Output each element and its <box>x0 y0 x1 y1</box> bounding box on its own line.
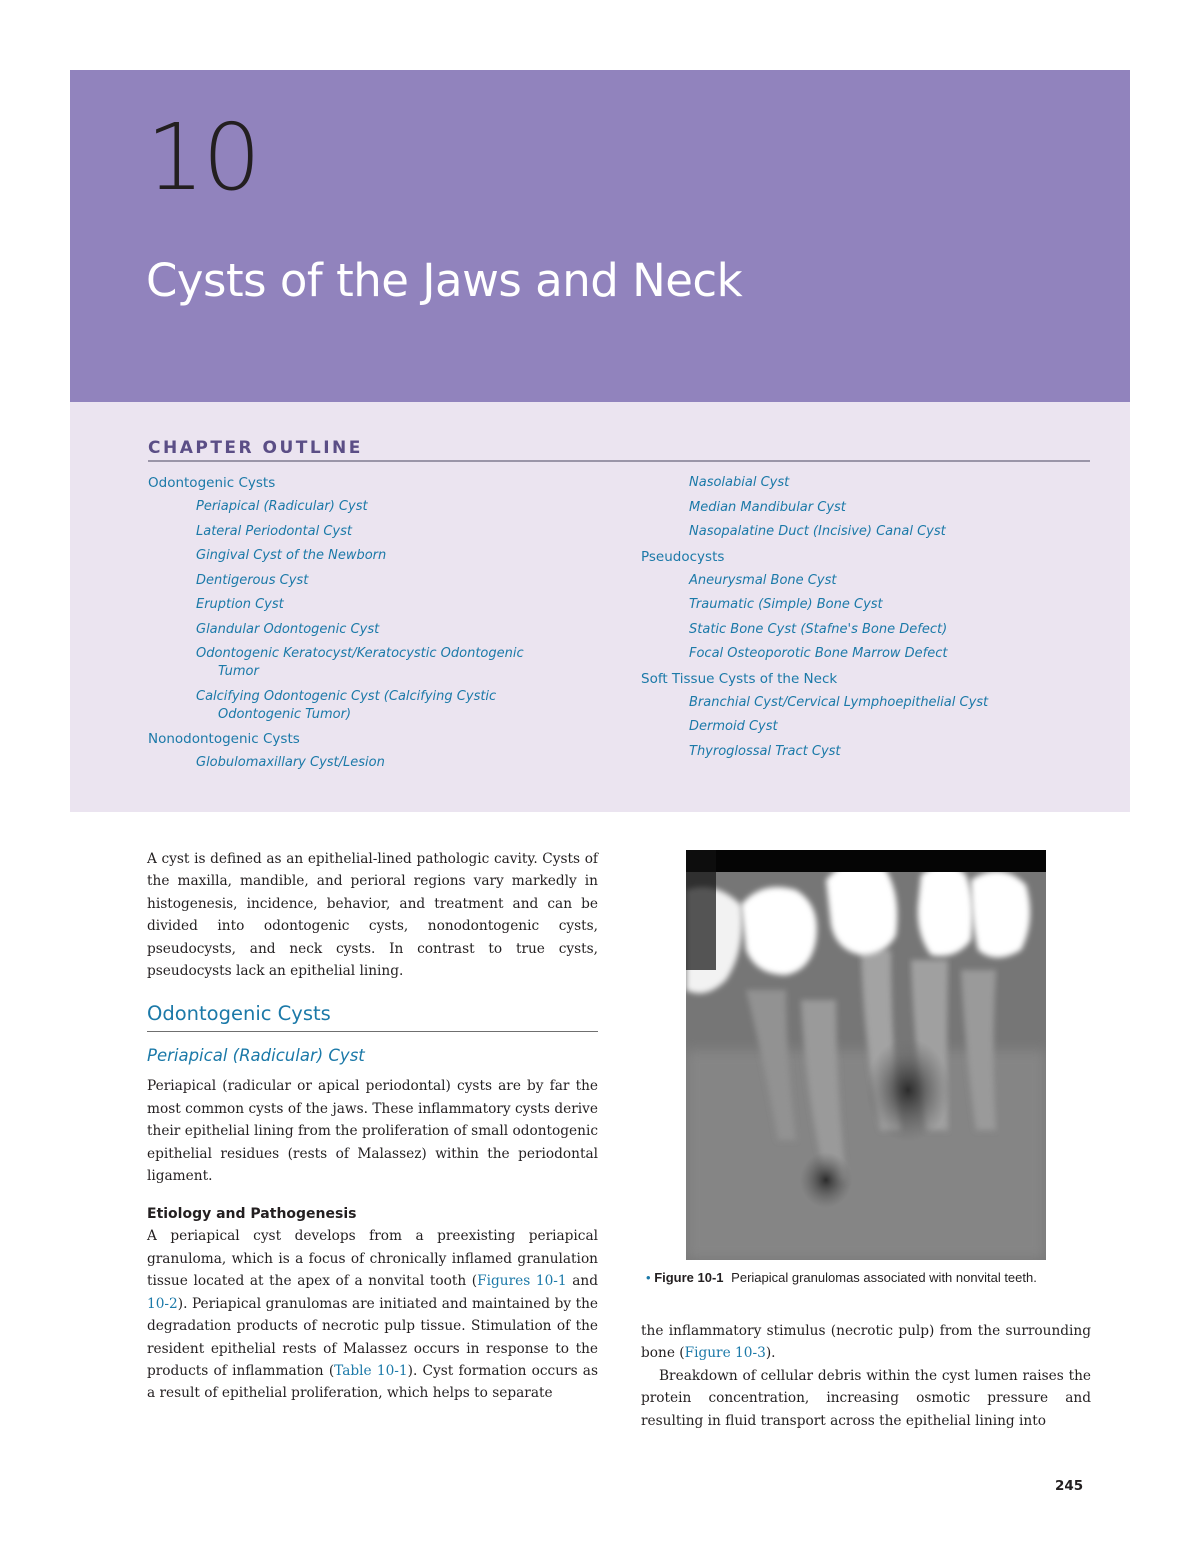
etiology-paragraph <box>147 1225 598 1404</box>
etiology-text-1: A periapical cyst develops from a preexisting periapical granuloma, which is a focus of chronically inflamed granulation tissue located at the apex of a nonvital tooth ( <box>147 1228 598 1290</box>
outline-entry-text: Static Bone Cyst (Stafne's Bone Defect) <box>689 621 948 637</box>
outline-entry-text: Eruption Cyst <box>196 597 284 612</box>
outline-entry-text: Odontogenic Cysts <box>148 475 276 491</box>
outline-item-link[interactable] <box>148 523 568 541</box>
outline-heading: CHAPTER OUTLINE <box>148 438 363 458</box>
table-ref-link[interactable]: Table 10-1 <box>334 1362 408 1379</box>
outline-entry-text: Nasolabial Cyst <box>689 475 790 490</box>
right-paragraph-2: Breakdown of cellular debris within the cyst lumen raises the protein concentration, increasing osmotic pressure and resulting in fluid transport across the epithelial lining into <box>641 1367 1091 1429</box>
outline-entry-text: Nonodontogenic Cysts <box>148 731 300 747</box>
outline-entry-text: Median Mandibular Cyst <box>689 499 846 515</box>
intro-paragraph: A cyst is defined as an epithelial-lined pathologic cavity. Cysts of the maxilla, mandible, and perioral regions vary markedly in histogenesis, incidence, behavior, and treatment and can be divided into odontogenic cysts, nonodontogenic cysts, pseudocysts, and neck cysts. In contrast to true cysts, pseudocysts lack an epithelial lining. <box>147 851 598 980</box>
outline-divider <box>148 460 1090 462</box>
figure-ref-link[interactable]: 10-2 <box>147 1295 178 1312</box>
outline-item-link[interactable] <box>148 754 568 772</box>
outline-entry-text: Dentigerous Cyst <box>196 572 309 588</box>
outline-item-link[interactable] <box>148 688 568 724</box>
outline-left-column <box>148 474 568 779</box>
page-number: 245 <box>1055 1478 1084 1494</box>
outline-item-link[interactable] <box>641 572 1081 590</box>
body-right-column <box>641 1320 1091 1432</box>
outline-entry-text: Gingival Cyst of the Newborn <box>196 548 387 563</box>
right-text-1b: ). <box>765 1345 776 1362</box>
outline-entry-text: Dermoid Cyst <box>689 719 778 734</box>
etiology-and: and <box>566 1273 598 1290</box>
outline-item-link[interactable] <box>148 547 568 565</box>
figure-caption <box>646 1270 1096 1285</box>
caption-text: Periapical granulomas associated with nonvital teeth. <box>731 1270 1037 1285</box>
outline-entry-text: Thyroglossal Tract Cyst <box>689 743 841 759</box>
outline-entry-continuation: Tumor <box>218 664 259 679</box>
chapter-number: 10 <box>146 104 260 211</box>
outline-section-link[interactable] <box>148 474 568 492</box>
chapter-title: Cysts of the Jaws and Neck <box>146 254 743 307</box>
outline-item-link[interactable] <box>641 718 1081 736</box>
outline-entry-text: Traumatic (Simple) Bone Cyst <box>689 597 883 612</box>
subsection-paragraph: Periapical (radicular or apical periodontal) cysts are by far the most common cysts of the jaws. These inflammatory cysts derive their epithelial lining from the proliferation of small odontogenic epithelial residues (rests of Malassez) within the periodontal ligament. <box>147 1078 598 1185</box>
chapter-header-band <box>70 70 1130 402</box>
caption-bullet: • <box>646 1270 651 1285</box>
outline-entry-text: Globulomaxillary Cyst/Lesion <box>196 755 385 770</box>
outline-item-link[interactable] <box>641 645 1081 663</box>
outline-entry-text: Glandular Odontogenic Cyst <box>196 621 380 637</box>
figure-ref-link[interactable]: Figures 10-1 <box>477 1273 567 1290</box>
outline-item-link[interactable] <box>641 499 1081 517</box>
body-left-column <box>147 848 598 1405</box>
outline-entry-text: Periapical (Radicular) Cyst <box>196 499 368 514</box>
outline-entry-text: Pseudocysts <box>641 548 725 565</box>
chapter-outline-box <box>70 402 1130 812</box>
right-paragraph-1 <box>641 1320 1091 1365</box>
section-heading: Odontogenic Cysts <box>147 1002 598 1032</box>
outline-item-link[interactable] <box>641 596 1081 614</box>
outline-entry-text: Focal Osteoporotic Bone Marrow Defect <box>689 646 948 661</box>
outline-section-link[interactable] <box>641 670 1081 688</box>
outline-entry-text: Soft Tissue Cysts of the Neck <box>641 670 838 687</box>
outline-entry-text: Lateral Periodontal Cyst <box>196 523 352 539</box>
subsection-heading: Periapical (Radicular) Cyst <box>147 1046 365 1066</box>
radiograph-figure <box>686 850 1046 1260</box>
outline-item-link[interactable] <box>641 474 1081 492</box>
right-text-1a: the inflammatory stimulus (necrotic pulp) from the surrounding bone ( <box>641 1323 1091 1362</box>
outline-section-link[interactable] <box>148 730 568 748</box>
radiograph-image <box>686 850 1046 1260</box>
outline-right-column <box>641 474 1081 767</box>
outline-item-link[interactable] <box>148 596 568 614</box>
outline-entry-text: Aneurysmal Bone Cyst <box>689 572 837 588</box>
outline-item-link[interactable] <box>641 694 1081 712</box>
outline-section-link[interactable] <box>641 548 1081 566</box>
etiology-text-2: ). Periapical granulomas are initiated and maintained by the degradation products of necrotic pulp tissue. Stimulation of the resident epithelial rests of Malassez occurs in response to the products of inflammation ( <box>147 1295 598 1379</box>
etiology-heading: Etiology and Pathogenesis <box>147 1206 357 1223</box>
outline-entry-text: Odontogenic Keratocyst/Keratocystic Odontogenic <box>196 646 524 661</box>
etiology-text-3: ). Cyst formation occurs as a result of epithelial proliferation, which helps to separate <box>147 1362 598 1402</box>
figure-ref-link[interactable]: Figure 10-3 <box>684 1345 766 1362</box>
outline-item-link[interactable] <box>641 523 1081 541</box>
outline-entry-text: Nasopalatine Duct (Incisive) Canal Cyst <box>689 524 946 539</box>
outline-item-link[interactable] <box>148 645 568 681</box>
outline-item-link[interactable] <box>641 621 1081 639</box>
outline-item-link[interactable] <box>148 621 568 639</box>
outline-entry-continuation: Odontogenic Tumor) <box>218 706 352 722</box>
outline-entry-text: Calcifying Odontogenic Cyst (Calcifying Cystic <box>196 688 497 704</box>
outline-item-link[interactable] <box>148 572 568 590</box>
figure-label: Figure 10-1 <box>654 1270 724 1285</box>
outline-entry-text: Branchial Cyst/Cervical Lymphoepithelial Cyst <box>689 694 989 710</box>
outline-item-link[interactable] <box>641 743 1081 761</box>
outline-item-link[interactable] <box>148 498 568 516</box>
